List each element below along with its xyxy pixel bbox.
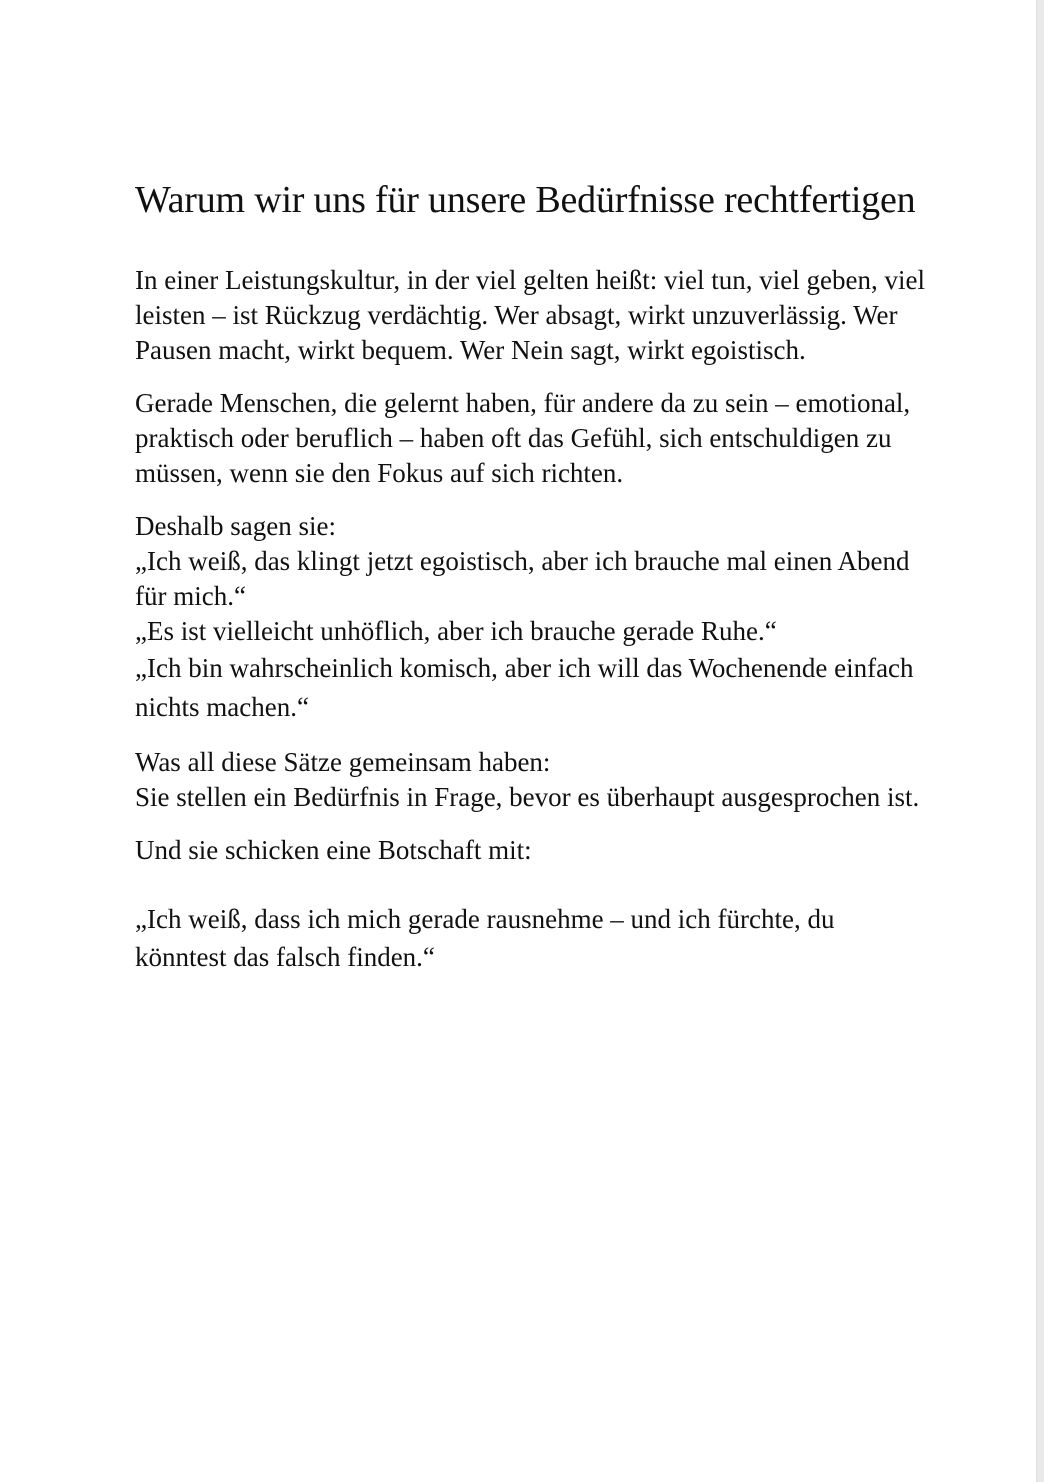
paragraph-gemeinsam: [135, 745, 925, 815]
quote-abend: „Ich weiß, das klingt jetzt egoistisch, aber ich brauche mal einen Abend für mich.“: [135, 546, 910, 611]
quote-ruhe: „Es ist vielleicht unhöflich, aber ich brauche gerade Ruhe.“: [135, 616, 777, 646]
beduerfnis-line: Sie stellen ein Bedürfnis in Frage, bevor es überhaupt ausgesprochen ist.: [135, 782, 920, 812]
paragraph-botschaft: Und sie schicken eine Botschaft mit:: [135, 835, 532, 865]
page-edge-divider: [1036, 0, 1044, 1482]
document-body: [135, 178, 925, 994]
paragraph-menschen: Gerade Menschen, die gelernt haben, für andere da zu sein – emotional, praktisch oder beruflich – haben oft das Gefühl, sich entschuldigen zu müssen, wenn sie den Fokus auf sich richten.: [135, 388, 911, 488]
gemeinsam-line: Was all diese Sätze gemeinsam haben:: [135, 747, 551, 777]
paragraph-leistungskultur: In einer Leistungskultur, in der viel gelten heißt: viel tun, viel geben, viel leisten – ist Rückzug verdächtig. Wer absagt, wirkt unzuverlässig. Wer Pausen macht, wirkt bequem. Wer Nein sagt, wirkt egoistisch.: [135, 265, 925, 365]
paragraph-intro: Deshalb sagen sie:: [135, 511, 336, 541]
quote-wochenende: „Ich bin wahrscheinlich komisch, aber ich will das Wochenende einfach nichts machen.“: [135, 653, 914, 722]
document-title: Warum wir uns für unsere Bedürfnisse rechtfertigen: [135, 179, 916, 221]
paragraph-aussagen: [135, 509, 925, 727]
closing-quote: „Ich weiß, dass ich mich gerade rausnehme – und ich fürchte, du könntest das falsch finden.“: [135, 904, 835, 972]
